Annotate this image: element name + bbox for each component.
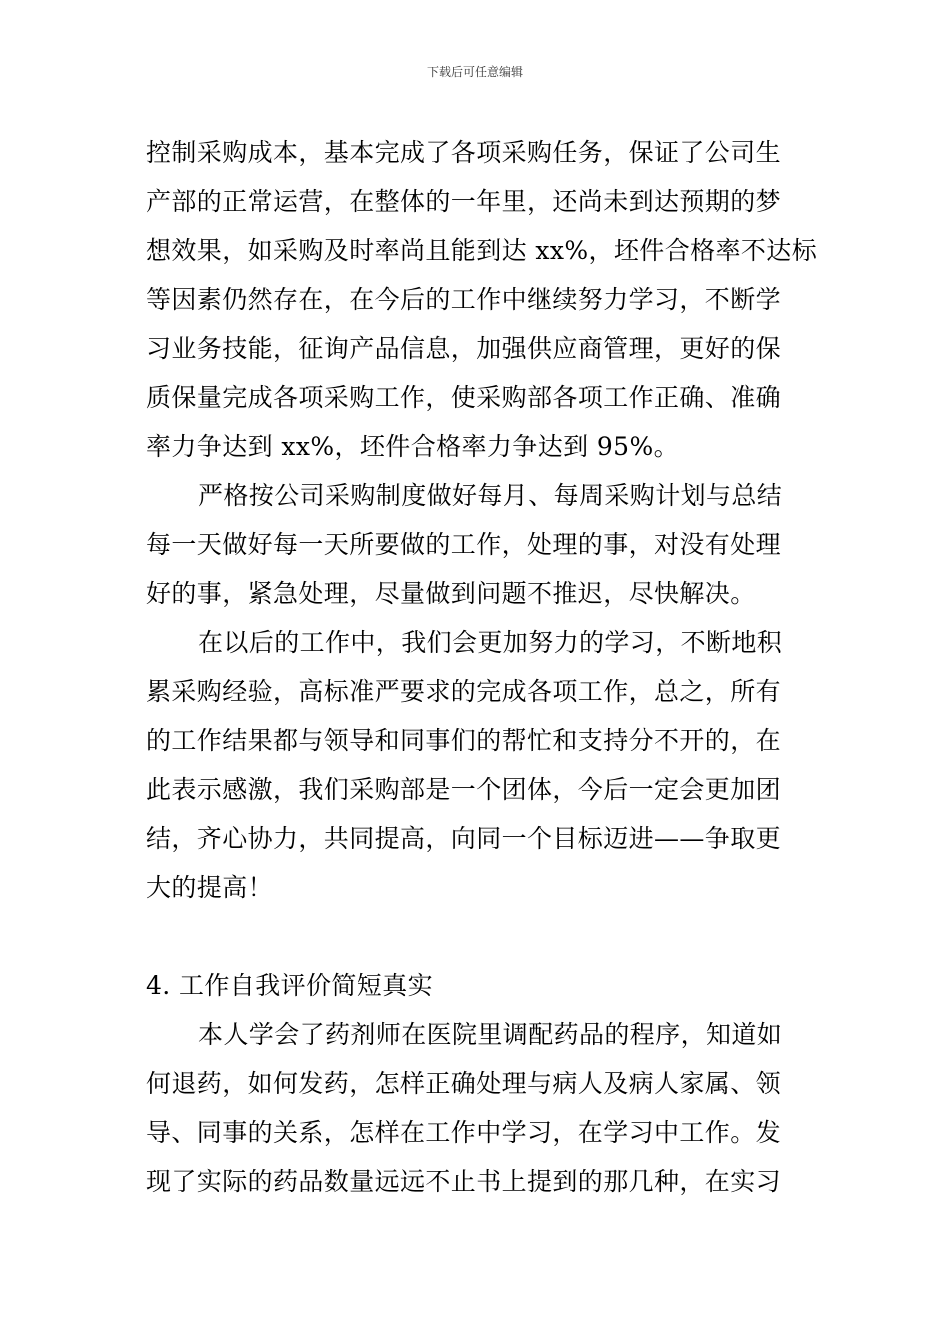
text-line: 习业务技能，征询产品信息，加强供应商管理，更好的保 — [146, 334, 782, 363]
section-heading: 4. 工作自我评价简短真实 — [146, 971, 434, 1000]
text-line: 控制采购成本，基本完成了各项采购任务，保证了公司生 — [146, 138, 782, 167]
text-line: 严格按公司采购制度做好每月、每周采购计划与总结 — [198, 481, 783, 510]
text-line: 的工作结果都与领导和同事们的帮忙和支持分不开的，在 — [146, 726, 782, 755]
text-line: 大的提高！ — [146, 873, 274, 902]
text-line: 现了实际的药品数量远远不止书上提到的那几种，在实习 — [146, 1167, 782, 1196]
text-line: 本人学会了药剂师在医院里调配药品的程序，知道如 — [198, 1020, 783, 1049]
spacer — [146, 912, 810, 961]
text-line: 导、同事的关系，怎样在工作中学习，在学习中工作。发 — [146, 1118, 782, 1147]
paragraph-future-work — [146, 618, 810, 912]
text-line: 在以后的工作中，我们会更加努力的学习，不断地积 — [198, 628, 783, 657]
text-line: 何退药，如何发药，怎样正确处理与病人及病人家属、领 — [146, 1069, 782, 1098]
text-line: 结，齐心协力，共同提高，向同一个目标迈进——争取更 — [146, 824, 782, 853]
page-header: 下载后可任意编辑 — [426, 65, 523, 79]
paragraph-procurement-summary — [146, 128, 818, 471]
document-body — [146, 128, 818, 1206]
text-line: 质保量完成各项采购工作，使采购部各项工作正确、准确 — [146, 383, 782, 412]
text-line: 此表示感激，我们采购部是一个团体，今后一定会更加团 — [146, 775, 782, 804]
text-line: 等因素仍然存在，在今后的工作中继续努力学习，不断学 — [146, 285, 782, 314]
text-line: 累采购经验，高标准严要求的完成各项工作，总之，所有 — [146, 677, 782, 706]
paragraph-daily-plan — [146, 471, 810, 618]
text-line: 产部的正常运营，在整体的一年里，还尚未到达预期的梦 — [146, 187, 782, 216]
text-line: 好的事，紧急处理，尽量做到问题不推迟，尽快解决。 — [146, 579, 756, 608]
text-line: 想效果，如采购及时率尚且能到达 xx%，坯件合格率不达标 — [146, 236, 818, 265]
paragraph-pharmacist — [146, 1010, 810, 1206]
text-line: 率力争达到 xx%，坯件合格率力争达到 95%。 — [146, 432, 680, 461]
text-line: 每一天做好每一天所要做的工作，处理的事，对没有处理 — [146, 530, 782, 559]
